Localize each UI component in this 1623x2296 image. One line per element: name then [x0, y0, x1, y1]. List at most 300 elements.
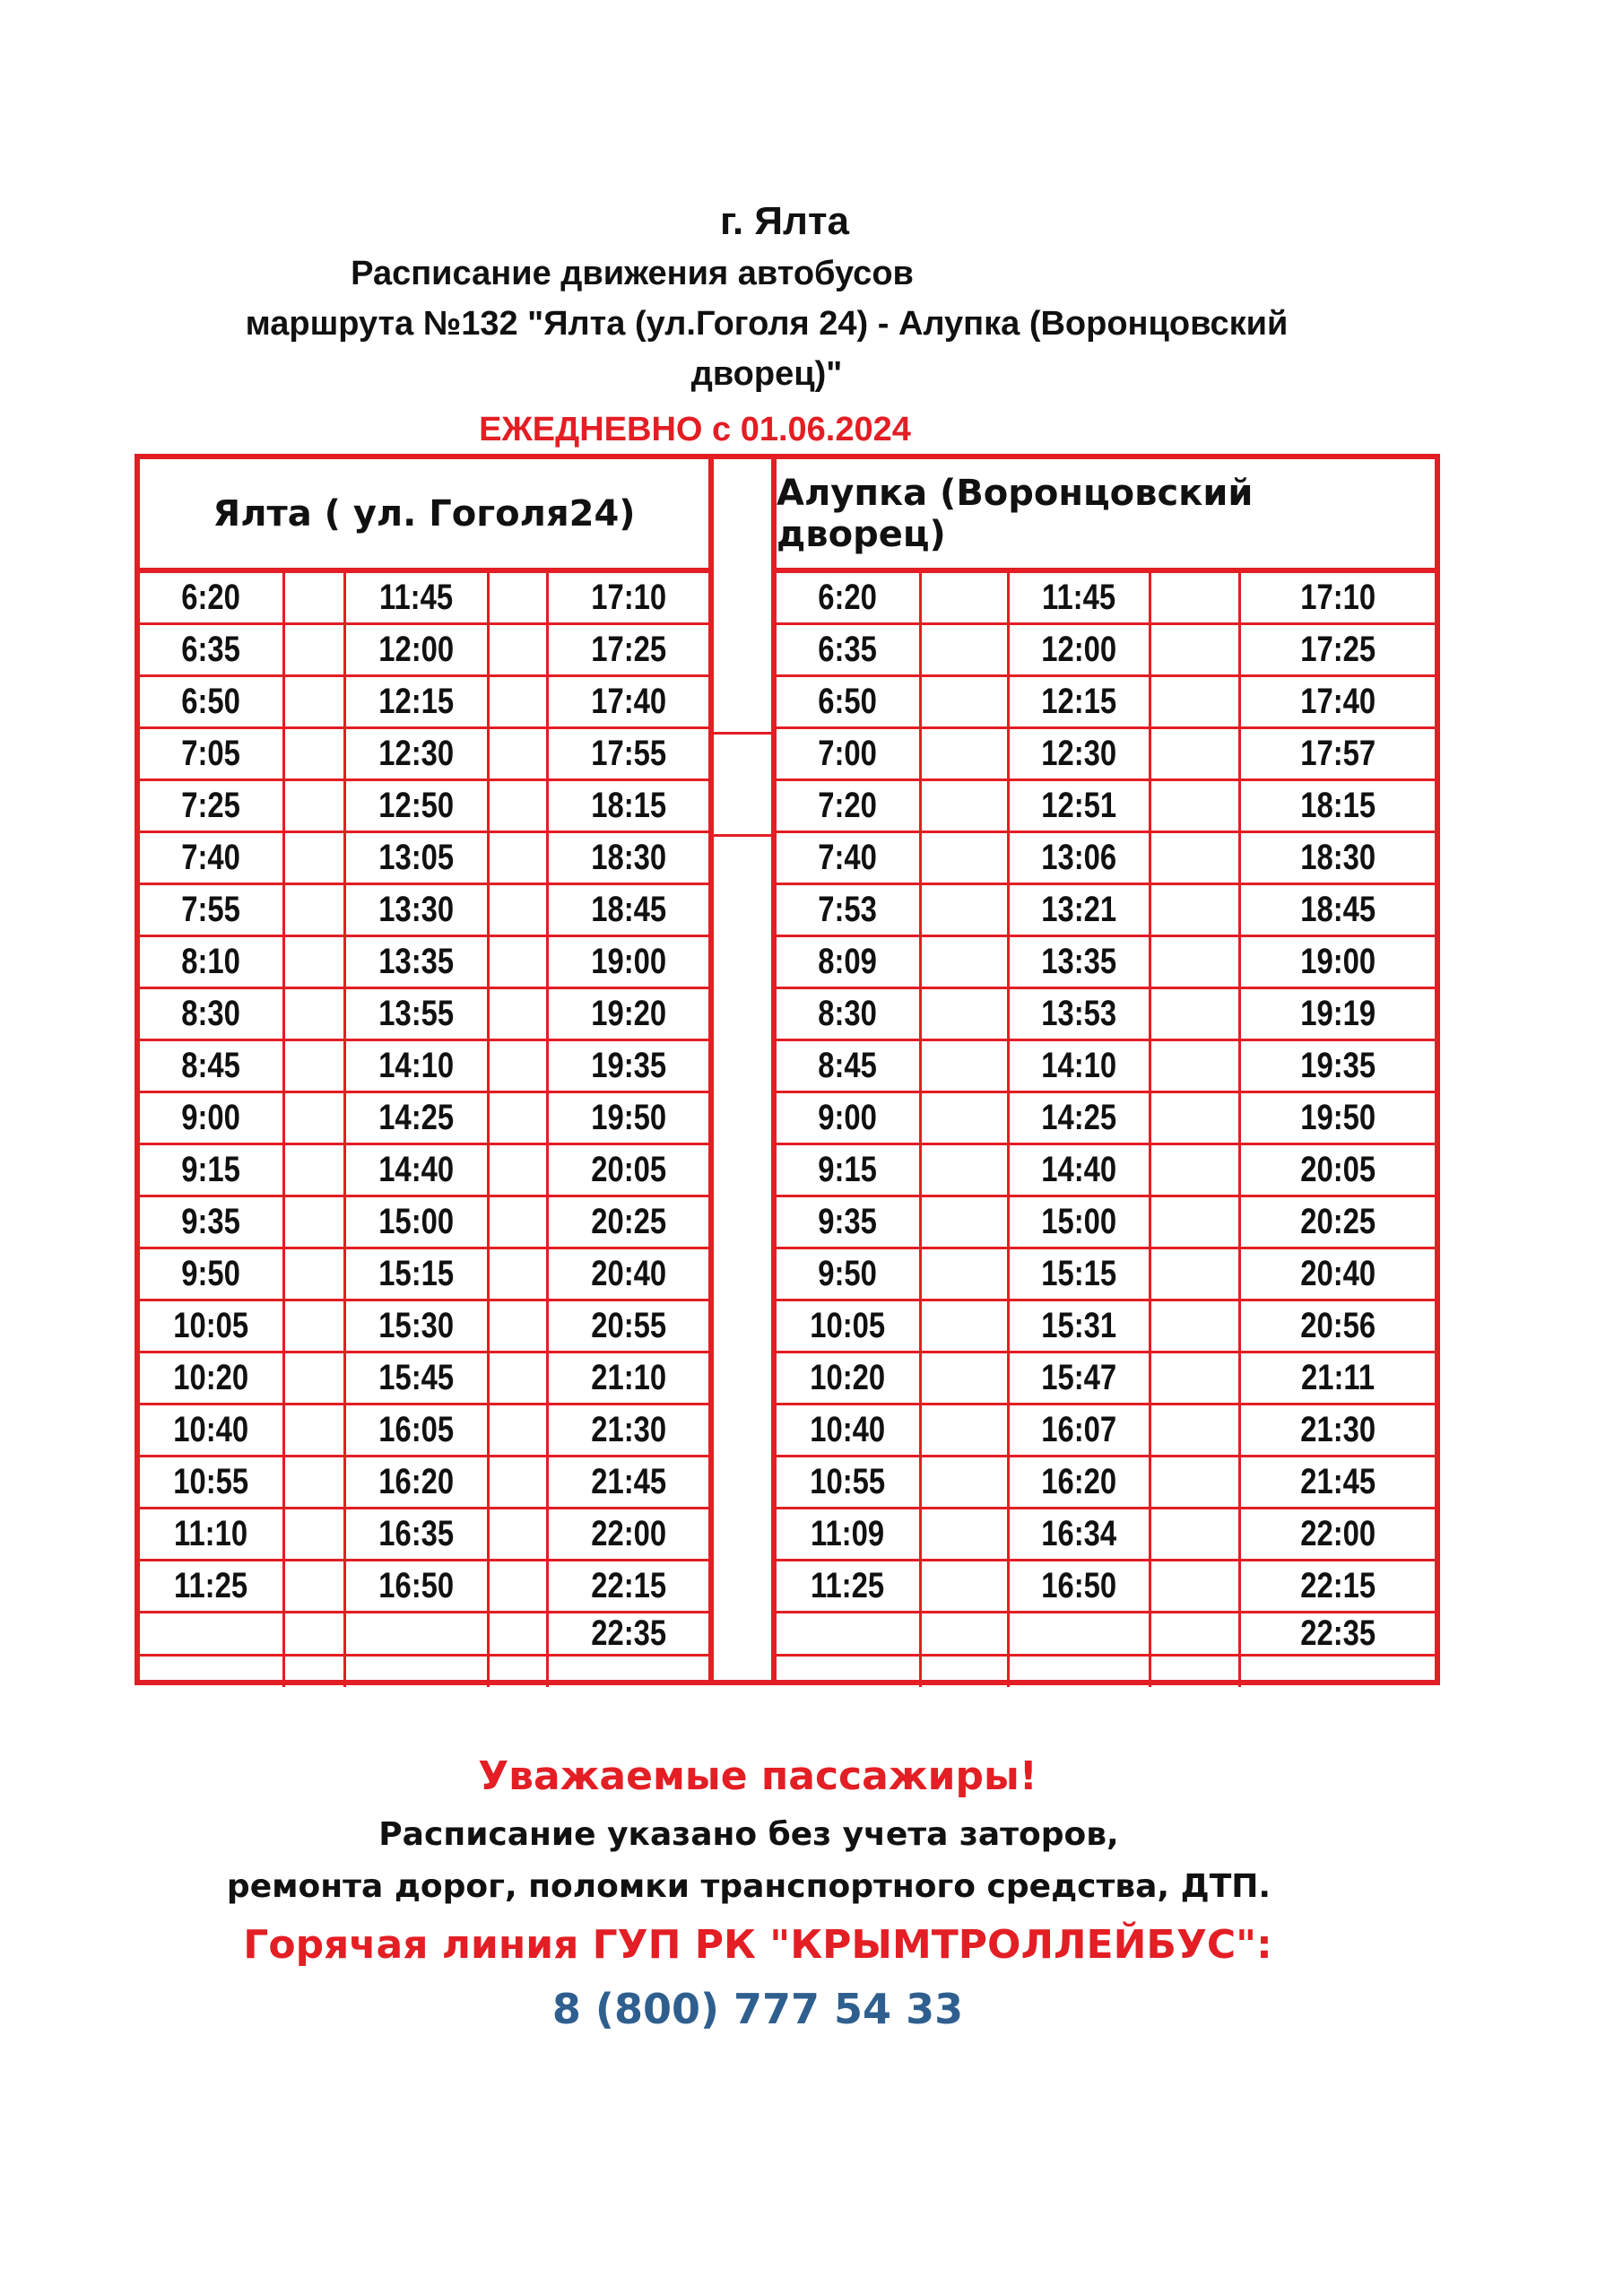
alupka-row — [777, 1613, 1435, 1656]
alupka-time-text: 12:30 — [1041, 734, 1116, 773]
alupka-time-cell — [777, 832, 920, 884]
alupka-time-text: 21:45 — [1299, 1462, 1376, 1501]
yalta-time-cell — [344, 1040, 488, 1092]
yalta-time-cell — [547, 936, 708, 988]
yalta-time-cell — [283, 624, 344, 676]
alupka-stop-title: Алупка (Воронцовский дворец) — [777, 459, 1435, 573]
yalta-time-cell — [488, 1144, 547, 1196]
alupka-time-cell — [1239, 1196, 1435, 1248]
yalta-row — [140, 1144, 708, 1196]
alupka-time-cell — [1008, 1092, 1150, 1144]
yalta-time-cell — [140, 1613, 283, 1656]
alupka-time-text: 10:40 — [810, 1410, 886, 1449]
alupka-time-text: 15:31 — [1041, 1306, 1116, 1345]
alupka-time-text: 22:35 — [1299, 1613, 1376, 1653]
alupka-time-text: 7:53 — [818, 890, 878, 929]
alupka-time-cell — [777, 1509, 920, 1561]
yalta-time-text: 6:20 — [181, 578, 241, 617]
alupka-row — [777, 1457, 1435, 1509]
alupka-time-cell — [1008, 780, 1150, 832]
yalta-time-cell — [140, 1248, 283, 1300]
alupka-time-cell — [1150, 1509, 1239, 1561]
yalta-time-cell — [283, 832, 344, 884]
yalta-time-cell — [140, 1300, 283, 1352]
schedule-heading: Расписание движения автобусов — [351, 255, 914, 292]
yalta-time-text: 13:30 — [378, 890, 454, 929]
alupka-departures-table — [771, 454, 1440, 1685]
alupka-time-cell — [777, 676, 920, 728]
alupka-time-cell — [1239, 832, 1435, 884]
alupka-time-text: 21:11 — [1300, 1358, 1375, 1397]
alupka-time-cell — [1150, 1092, 1239, 1144]
yalta-time-cell — [283, 728, 344, 780]
alupka-time-text: 11:25 — [811, 1566, 885, 1605]
alupka-time-text: 17:40 — [1299, 682, 1376, 721]
alupka-time-cell — [777, 1040, 920, 1092]
yalta-time-cell — [488, 1040, 547, 1092]
yalta-time-text: 8:45 — [181, 1046, 241, 1085]
yalta-time-text: 8:10 — [181, 942, 241, 981]
alupka-time-cell — [1150, 936, 1239, 988]
yalta-time-text: 9:50 — [181, 1254, 241, 1293]
alupka-time-text: 19:35 — [1299, 1046, 1376, 1085]
yalta-time-text: 22:00 — [590, 1514, 666, 1553]
alupka-row — [777, 780, 1435, 832]
yalta-time-cell — [344, 1613, 488, 1656]
alupka-time-cell — [1150, 1656, 1239, 1688]
yalta-time-text: 21:30 — [590, 1410, 666, 1449]
alupka-time-cell — [1008, 676, 1150, 728]
alupka-time-cell — [1239, 1300, 1435, 1352]
alupka-time-cell — [1008, 573, 1150, 624]
alupka-time-text: 13:35 — [1041, 942, 1116, 981]
alupka-time-cell — [920, 728, 1008, 780]
yalta-time-cell — [140, 573, 283, 624]
yalta-time-cell — [283, 1656, 344, 1688]
alupka-time-text: 11:45 — [1041, 578, 1116, 617]
alupka-time-text: 9:35 — [818, 1202, 878, 1241]
yalta-time-text: 7:55 — [181, 890, 241, 929]
alupka-time-text: 6:20 — [818, 578, 878, 617]
alupka-time-cell — [777, 884, 920, 936]
yalta-time-cell — [488, 728, 547, 780]
yalta-time-cell — [140, 1144, 283, 1196]
yalta-time-cell — [547, 1300, 708, 1352]
separator-tick — [708, 834, 777, 837]
yalta-time-cell — [488, 1352, 547, 1405]
yalta-time-cell — [547, 988, 708, 1040]
alupka-time-cell — [1239, 1561, 1435, 1613]
yalta-time-text: 17:10 — [590, 578, 666, 617]
yalta-time-text: 7:05 — [181, 734, 241, 773]
alupka-time-cell — [777, 1248, 920, 1300]
alupka-time-cell — [777, 1092, 920, 1144]
yalta-time-cell — [344, 1300, 488, 1352]
yalta-time-text: 18:30 — [590, 838, 666, 877]
alupka-time-text: 18:30 — [1299, 838, 1376, 877]
yalta-time-text: 19:20 — [590, 994, 666, 1033]
yalta-time-cell — [488, 1092, 547, 1144]
alupka-row — [777, 1561, 1435, 1613]
yalta-time-cell — [283, 1509, 344, 1561]
alupka-time-text: 15:15 — [1041, 1254, 1116, 1293]
alupka-row — [777, 1040, 1435, 1092]
alupka-time-text: 12:00 — [1041, 630, 1116, 669]
yalta-time-cell — [547, 1352, 708, 1405]
alupka-time-text: 9:50 — [818, 1254, 878, 1293]
yalta-time-cell — [140, 728, 283, 780]
alupka-time-cell — [1239, 624, 1435, 676]
alupka-time-cell — [1150, 1144, 1239, 1196]
alupka-time-cell — [920, 573, 1008, 624]
city-title: г. Ялта — [720, 199, 849, 243]
alupka-time-cell — [1239, 573, 1435, 624]
yalta-time-cell — [283, 936, 344, 988]
yalta-time-cell — [344, 1352, 488, 1405]
yalta-time-cell — [344, 988, 488, 1040]
yalta-time-text: 15:00 — [378, 1202, 454, 1241]
alupka-time-text: 14:40 — [1041, 1150, 1116, 1189]
alupka-time-text: 10:05 — [810, 1306, 886, 1345]
yalta-time-cell — [344, 936, 488, 988]
yalta-row — [140, 728, 708, 780]
yalta-time-cell — [344, 1092, 488, 1144]
alupka-time-cell — [1239, 1405, 1435, 1457]
yalta-time-cell — [140, 884, 283, 936]
yalta-time-text: 20:40 — [590, 1254, 666, 1293]
alupka-time-cell — [1150, 1561, 1239, 1613]
yalta-time-cell — [140, 1405, 283, 1457]
yalta-row — [140, 1509, 708, 1561]
yalta-time-cell — [140, 1656, 283, 1688]
alupka-row — [777, 1300, 1435, 1352]
alupka-time-cell — [777, 624, 920, 676]
yalta-time-text: 13:35 — [378, 942, 454, 981]
yalta-time-text: 9:00 — [181, 1098, 241, 1137]
alupka-time-cell — [1239, 1613, 1435, 1656]
yalta-time-cell — [283, 1352, 344, 1405]
yalta-row — [140, 1300, 708, 1352]
alupka-time-cell — [920, 1300, 1008, 1352]
yalta-time-text: 11:45 — [378, 578, 454, 617]
alupka-time-cell — [1008, 936, 1150, 988]
alupka-time-text: 13:21 — [1041, 890, 1116, 929]
alupka-time-cell — [777, 1352, 920, 1405]
yalta-time-text: 19:35 — [590, 1046, 666, 1085]
alupka-row — [777, 1092, 1435, 1144]
yalta-row — [140, 1656, 708, 1688]
yalta-time-text: 22:15 — [590, 1566, 666, 1605]
yalta-time-cell — [547, 1561, 708, 1613]
yalta-time-text: 13:05 — [378, 838, 454, 877]
yalta-time-cell — [547, 1509, 708, 1561]
yalta-time-cell — [547, 1405, 708, 1457]
route-name-line1: маршрута №132 "Ялта (ул.Гоголя 24) - Алупка (Воронцовский — [245, 305, 1289, 343]
yalta-time-cell — [547, 884, 708, 936]
alupka-time-cell — [1008, 728, 1150, 780]
yalta-time-cell — [547, 1457, 708, 1509]
alupka-time-text: 21:30 — [1299, 1410, 1376, 1449]
alupka-time-text: 14:10 — [1041, 1046, 1116, 1085]
disclaimer-line2: ремонта дорог, поломки транспортного средства, ДТП. — [226, 1868, 1271, 1905]
alupka-time-cell — [1008, 1196, 1150, 1248]
yalta-time-text: 19:50 — [590, 1098, 666, 1137]
yalta-time-text: 12:50 — [378, 786, 454, 825]
yalta-time-cell — [344, 884, 488, 936]
yalta-time-cell — [140, 1092, 283, 1144]
alupka-row — [777, 1656, 1435, 1688]
alupka-time-text: 20:40 — [1299, 1254, 1376, 1293]
alupka-time-cell — [920, 624, 1008, 676]
alupka-time-text: 8:45 — [818, 1046, 878, 1085]
yalta-time-cell — [283, 1092, 344, 1144]
alupka-row — [777, 988, 1435, 1040]
alupka-time-cell — [1150, 780, 1239, 832]
alupka-time-cell — [1150, 676, 1239, 728]
yalta-time-text: 14:40 — [378, 1150, 454, 1189]
yalta-time-cell — [344, 1405, 488, 1457]
alupka-time-cell — [777, 936, 920, 988]
yalta-time-cell — [488, 780, 547, 832]
alupka-time-cell — [1150, 1352, 1239, 1405]
yalta-time-text: 21:45 — [590, 1462, 666, 1501]
alupka-time-text: 18:45 — [1299, 890, 1376, 929]
yalta-time-cell — [488, 1405, 547, 1457]
yalta-time-cell — [488, 624, 547, 676]
alupka-time-cell — [1008, 884, 1150, 936]
yalta-time-text: 6:35 — [181, 630, 241, 669]
alupka-time-cell — [777, 728, 920, 780]
alupka-row — [777, 624, 1435, 676]
yalta-time-cell — [140, 624, 283, 676]
alupka-time-cell — [1150, 573, 1239, 624]
yalta-row — [140, 988, 708, 1040]
alupka-time-cell — [920, 676, 1008, 728]
alupka-row — [777, 676, 1435, 728]
yalta-time-cell — [140, 676, 283, 728]
yalta-time-cell — [344, 676, 488, 728]
alupka-time-cell — [1008, 1613, 1150, 1656]
yalta-row — [140, 1613, 708, 1656]
yalta-time-cell — [140, 1561, 283, 1613]
yalta-row — [140, 1457, 708, 1509]
yalta-time-cell — [140, 1196, 283, 1248]
disclaimer-line1: Расписание указано без учета заторов, — [378, 1816, 1119, 1853]
yalta-time-cell — [488, 1509, 547, 1561]
yalta-time-text: 22:35 — [590, 1613, 666, 1653]
alupka-time-cell — [920, 1040, 1008, 1092]
alupka-time-cell — [920, 1405, 1008, 1457]
alupka-time-text: 7:40 — [818, 838, 878, 877]
yalta-time-cell — [344, 1248, 488, 1300]
alupka-time-cell — [1008, 1405, 1150, 1457]
alupka-time-text: 11:09 — [811, 1514, 885, 1553]
yalta-time-cell — [547, 832, 708, 884]
yalta-time-cell — [547, 1248, 708, 1300]
yalta-row — [140, 884, 708, 936]
alupka-time-cell — [1008, 1040, 1150, 1092]
alupka-times-grid — [777, 573, 1435, 1687]
yalta-time-cell — [488, 988, 547, 1040]
alupka-time-cell — [777, 1561, 920, 1613]
yalta-time-text: 12:00 — [378, 630, 454, 669]
alupka-time-cell — [777, 1144, 920, 1196]
yalta-time-text: 14:10 — [378, 1046, 454, 1085]
alupka-time-text: 14:25 — [1041, 1098, 1116, 1137]
yalta-time-cell — [283, 1613, 344, 1656]
route-name-line2: дворец)" — [690, 355, 843, 393]
yalta-row — [140, 1248, 708, 1300]
alupka-time-text: 13:06 — [1041, 838, 1116, 877]
alupka-time-cell — [1150, 988, 1239, 1040]
yalta-time-cell — [140, 1352, 283, 1405]
alupka-time-cell — [920, 1092, 1008, 1144]
alupka-time-cell — [920, 884, 1008, 936]
yalta-time-cell — [344, 728, 488, 780]
yalta-time-text: 16:50 — [378, 1566, 454, 1605]
yalta-row — [140, 1352, 708, 1405]
alupka-row — [777, 1405, 1435, 1457]
alupka-time-text: 17:57 — [1299, 734, 1376, 773]
alupka-time-cell — [920, 936, 1008, 988]
alupka-time-cell — [1239, 988, 1435, 1040]
yalta-time-text: 19:00 — [590, 942, 666, 981]
yalta-row — [140, 573, 708, 624]
alupka-time-text: 16:50 — [1041, 1566, 1116, 1605]
yalta-time-text: 16:05 — [378, 1410, 454, 1449]
yalta-time-text: 18:45 — [590, 890, 666, 929]
alupka-time-cell — [777, 1300, 920, 1352]
alupka-time-text: 15:47 — [1041, 1358, 1116, 1397]
yalta-time-cell — [488, 1300, 547, 1352]
alupka-time-text: 19:19 — [1299, 994, 1376, 1033]
yalta-row — [140, 676, 708, 728]
alupka-time-text: 9:00 — [818, 1098, 878, 1137]
yalta-time-cell — [488, 676, 547, 728]
alupka-time-cell — [1150, 728, 1239, 780]
alupka-time-text: 10:55 — [810, 1462, 886, 1501]
yalta-time-text: 17:55 — [590, 734, 666, 773]
alupka-time-cell — [1008, 1509, 1150, 1561]
alupka-time-text: 12:15 — [1041, 682, 1116, 721]
alupka-time-cell — [1008, 1144, 1150, 1196]
alupka-time-text: 16:34 — [1041, 1514, 1116, 1553]
alupka-time-text: 7:20 — [818, 786, 878, 825]
yalta-time-cell — [547, 676, 708, 728]
alupka-row — [777, 1144, 1435, 1196]
yalta-time-cell — [488, 1248, 547, 1300]
passengers-greeting: Уважаемые пассажиры! — [478, 1753, 1037, 1799]
yalta-time-cell — [344, 780, 488, 832]
yalta-time-cell — [140, 1457, 283, 1509]
yalta-row — [140, 780, 708, 832]
yalta-row — [140, 1196, 708, 1248]
yalta-time-cell — [547, 728, 708, 780]
yalta-time-cell — [283, 676, 344, 728]
yalta-time-cell — [344, 573, 488, 624]
yalta-time-text: 7:25 — [181, 786, 241, 825]
yalta-time-cell — [547, 624, 708, 676]
yalta-time-cell — [283, 780, 344, 832]
alupka-time-cell — [1239, 936, 1435, 988]
yalta-time-cell — [283, 1300, 344, 1352]
yalta-time-cell — [547, 1656, 708, 1688]
alupka-time-cell — [1239, 676, 1435, 728]
yalta-time-cell — [488, 832, 547, 884]
yalta-time-cell — [283, 1405, 344, 1457]
yalta-time-cell — [283, 988, 344, 1040]
yalta-time-cell — [283, 1457, 344, 1509]
yalta-time-text: 15:15 — [378, 1254, 454, 1293]
yalta-time-cell — [488, 1613, 547, 1656]
yalta-row — [140, 1561, 708, 1613]
yalta-time-text: 10:05 — [173, 1306, 249, 1345]
alupka-time-cell — [1239, 780, 1435, 832]
alupka-time-cell — [920, 1352, 1008, 1405]
yalta-row — [140, 1092, 708, 1144]
alupka-row — [777, 1509, 1435, 1561]
yalta-time-text: 12:30 — [378, 734, 454, 773]
alupka-time-cell — [1008, 1352, 1150, 1405]
yalta-time-text: 20:05 — [590, 1150, 666, 1189]
yalta-time-text: 6:50 — [181, 682, 241, 721]
alupka-time-text: 16:20 — [1041, 1462, 1116, 1501]
alupka-time-cell — [920, 1248, 1008, 1300]
alupka-time-cell — [1150, 1196, 1239, 1248]
yalta-time-cell — [344, 1457, 488, 1509]
yalta-time-cell — [344, 1509, 488, 1561]
alupka-time-cell — [920, 832, 1008, 884]
yalta-time-cell — [140, 988, 283, 1040]
yalta-time-cell — [344, 1561, 488, 1613]
alupka-time-cell — [1008, 1656, 1150, 1688]
alupka-time-cell — [1008, 832, 1150, 884]
yalta-time-cell — [140, 832, 283, 884]
yalta-time-cell — [488, 884, 547, 936]
alupka-time-text: 22:15 — [1299, 1566, 1376, 1605]
alupka-time-cell — [777, 1656, 920, 1688]
alupka-time-cell — [1239, 1352, 1435, 1405]
alupka-row — [777, 936, 1435, 988]
yalta-time-text: 15:45 — [378, 1358, 454, 1397]
yalta-time-text: 10:40 — [173, 1410, 249, 1449]
alupka-time-text: 20:25 — [1299, 1202, 1376, 1241]
alupka-time-cell — [1150, 1248, 1239, 1300]
yalta-time-text: 16:35 — [378, 1514, 454, 1553]
yalta-time-text: 13:55 — [378, 994, 454, 1033]
yalta-time-text: 15:30 — [378, 1306, 454, 1345]
yalta-time-cell — [344, 1196, 488, 1248]
alupka-time-cell — [1008, 1457, 1150, 1509]
alupka-time-cell — [1008, 1248, 1150, 1300]
yalta-time-cell — [547, 1144, 708, 1196]
daily-from-date: ЕЖЕДНЕВНО с 01.06.2024 — [479, 411, 911, 448]
alupka-time-cell — [920, 988, 1008, 1040]
yalta-time-cell — [140, 780, 283, 832]
yalta-time-cell — [283, 573, 344, 624]
alupka-time-text: 19:00 — [1299, 942, 1376, 981]
alupka-time-cell — [1239, 1144, 1435, 1196]
alupka-time-cell — [1150, 624, 1239, 676]
yalta-time-text: 20:55 — [590, 1306, 666, 1345]
yalta-time-text: 8:30 — [181, 994, 241, 1033]
alupka-time-cell — [920, 1561, 1008, 1613]
yalta-row — [140, 936, 708, 988]
alupka-time-cell — [1008, 988, 1150, 1040]
yalta-time-text: 10:20 — [173, 1358, 249, 1397]
yalta-time-cell — [283, 1040, 344, 1092]
alupka-row — [777, 1352, 1435, 1405]
